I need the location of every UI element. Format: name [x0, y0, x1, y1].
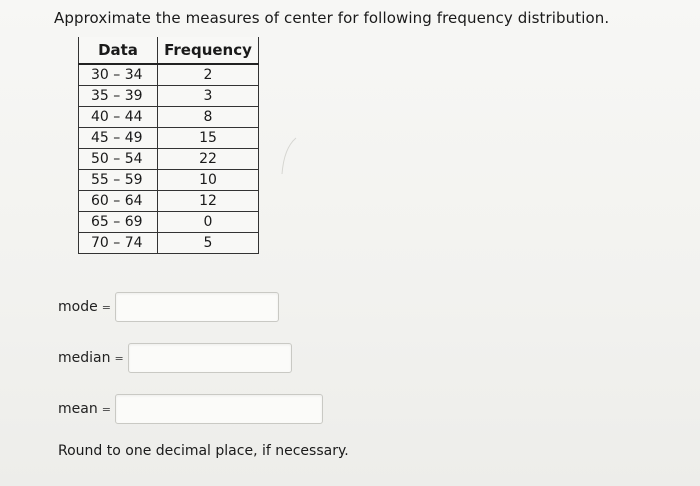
frequency-value: 5 [158, 233, 259, 254]
frequency-value: 2 [158, 64, 259, 86]
median-row [58, 343, 292, 373]
table-row [79, 128, 259, 149]
header-data: Data [79, 37, 158, 64]
data-interval: 65 – 69 [79, 212, 158, 233]
data-interval: 50 – 54 [79, 149, 158, 170]
data-interval: 40 – 44 [79, 107, 158, 128]
frequency-value: 22 [158, 149, 259, 170]
table-row [79, 191, 259, 212]
frequency-value: 3 [158, 86, 259, 107]
data-interval: 30 – 34 [79, 64, 158, 86]
median-input[interactable] [128, 343, 292, 373]
stray-pen-mark [280, 136, 298, 176]
rounding-instruction: Round to one decimal place, if necessary. [58, 443, 349, 459]
table-row [79, 86, 259, 107]
frequency-value: 10 [158, 170, 259, 191]
table-row [79, 107, 259, 128]
table-row [79, 212, 259, 233]
mean-equals: = [101, 402, 111, 416]
frequency-value: 8 [158, 107, 259, 128]
question-text: Approximate the measures of center for following frequency distribution. [54, 9, 610, 27]
median-equals: = [114, 351, 124, 365]
data-interval: 60 – 64 [79, 191, 158, 212]
frequency-table [78, 37, 259, 254]
mean-row [58, 394, 323, 424]
data-interval: 55 – 59 [79, 170, 158, 191]
mean-label: mean [58, 401, 98, 417]
data-interval: 70 – 74 [79, 233, 158, 254]
table-row [79, 149, 259, 170]
header-frequency: Frequency [158, 37, 259, 64]
mean-input[interactable] [115, 394, 323, 424]
table-header-row [79, 37, 259, 64]
frequency-value: 0 [158, 212, 259, 233]
mode-equals: = [101, 300, 111, 314]
mode-row [58, 292, 279, 322]
mode-input[interactable] [115, 292, 279, 322]
median-label: median [58, 350, 111, 366]
table-row [79, 170, 259, 191]
data-interval: 45 – 49 [79, 128, 158, 149]
table-row [79, 64, 259, 86]
frequency-value: 12 [158, 191, 259, 212]
mode-label: mode [58, 299, 98, 315]
table-row [79, 233, 259, 254]
data-interval: 35 – 39 [79, 86, 158, 107]
frequency-value: 15 [158, 128, 259, 149]
